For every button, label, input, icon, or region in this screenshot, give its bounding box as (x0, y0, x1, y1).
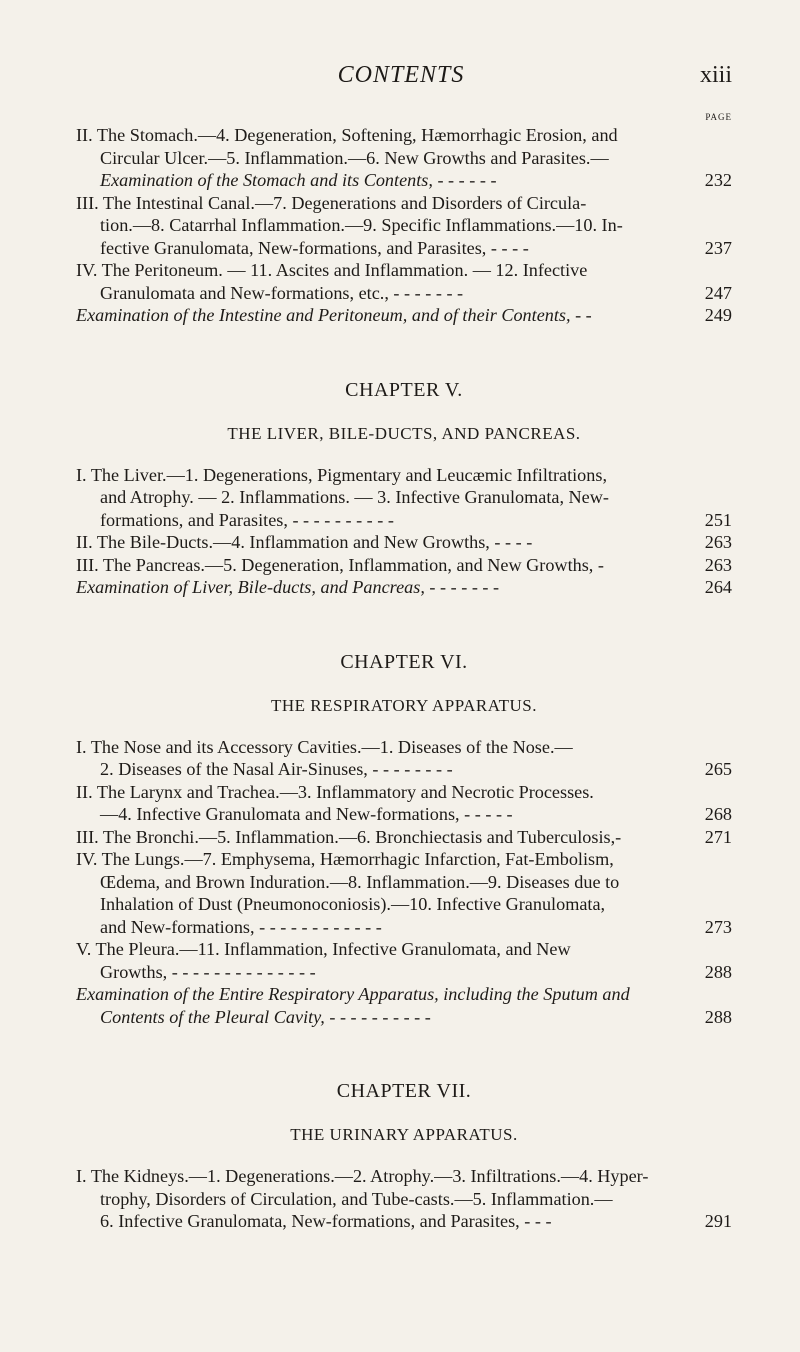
chapter-heading: CHAPTER VI. (340, 650, 468, 673)
toc-page: 291 (704, 1211, 732, 1231)
toc-line: 2. Diseases of the Nasal Air-Sinuses, - - - - - - - - (100, 759, 453, 779)
toc-page: 273 (704, 916, 732, 937)
toc-line: formations, and Parasites, - - - - - - - - - - (100, 509, 394, 530)
toc-line: II. The Larynx and Trachea.—3. Inflammatory and Necrotic Processes. (76, 781, 594, 802)
toc-entry (76, 938, 732, 983)
toc-line: I. The Kidneys.—1. Degenerations.—2. Atrophy.—3. Infiltrations.—4. Hyper- (76, 1166, 649, 1186)
toc-line: Examination of the Entire Respiratory Apparatus, including the Sputum and (76, 984, 630, 1004)
chapter-6 (76, 651, 732, 1029)
toc-entry (76, 304, 732, 327)
toc-line: Examination of the Intestine and Peritoneum, and of their Contents, - - (76, 305, 592, 325)
toc-page: 232 (704, 170, 732, 190)
toc-page: 247 (704, 282, 732, 303)
toc-entry (76, 124, 732, 192)
toc-entry (76, 848, 732, 938)
toc-line: Examination of Liver, Bile-ducts, and Pancreas, - - - - - - - (76, 577, 500, 597)
chapter-5 (76, 379, 732, 599)
toc-line: and New-formations, - - - - - - - - - - - - (100, 916, 382, 937)
toc-entry (76, 192, 732, 260)
toc-line: I. The Nose and its Accessory Cavities.—1. Diseases of the Nose.— (76, 736, 573, 757)
toc-line: III. The Pancreas.—5. Degeneration, Inflammation, and New Growths, - (76, 554, 604, 575)
page-column-label: PAGE (705, 112, 732, 122)
toc-entry (76, 531, 732, 554)
toc-entry (76, 736, 732, 781)
toc-entry (76, 554, 732, 577)
toc-line: III. The Intestinal Canal.—7. Degenerations and Disorders of Circula- (76, 192, 587, 213)
toc-line: II. The Stomach.—4. Degeneration, Softening, Hæmorrhagic Erosion, and (76, 125, 618, 145)
contents-body (76, 124, 732, 1233)
toc-page: 288 (704, 1006, 732, 1027)
toc-page: 271 (704, 826, 732, 847)
chapter-title: THE URINARY APPARATUS. (290, 1125, 518, 1144)
toc-page: 268 (704, 804, 732, 824)
toc-line: Granulomata and New-formations, etc., - - - - - - - (100, 282, 464, 303)
toc-page: 264 (704, 577, 732, 597)
chapter-heading: CHAPTER V. (345, 378, 463, 401)
toc-entry (76, 464, 732, 532)
toc-line: Inhalation of Dust (Pneumonoconiosis).—10. Infective Granulomata, (100, 894, 606, 914)
toc-line: Contents of the Pleural Cavity, - - - - - - - - - - (100, 1006, 431, 1027)
toc-line: Circular Ulcer.—5. Inflammation.—6. New Growths and Parasites.— (100, 147, 609, 168)
toc-line: fective Granulomata, New-formations, and Parasites, - - - - (100, 237, 529, 258)
toc-line: tion.—8. Catarrhal Inflammation.—9. Specific Inflammations.—10. In- (100, 215, 623, 235)
toc-entry (76, 1165, 732, 1233)
toc-line: Growths, - - - - - - - - - - - - - - (100, 961, 316, 982)
toc-line: —4. Infective Granulomata and New-formations, - - - - - (100, 804, 513, 824)
toc-entry (76, 259, 732, 304)
toc-entry (76, 781, 732, 826)
toc-line: IV. The Lungs.—7. Emphysema, Hæmorrhagic Infarction, Fat-Embolism, (76, 849, 614, 869)
toc-page: 237 (704, 237, 732, 258)
toc-line: 6. Infective Granulomata, New-formations, and Parasites, - - - (100, 1211, 552, 1231)
toc-page: 265 (704, 759, 732, 779)
toc-line: and Atrophy. — 2. Inflammations. — 3. Infective Granulomata, New- (100, 487, 609, 507)
toc-page: 249 (704, 305, 732, 325)
toc-page: 263 (704, 532, 732, 552)
entries-top (76, 124, 732, 327)
page-number: xiii (699, 62, 732, 88)
toc-entry (76, 983, 732, 1028)
chapter-title: THE RESPIRATORY APPARATUS. (270, 695, 538, 715)
toc-line: V. The Pleura.—11. Inflammation, Infective Granulomata, and New (76, 939, 571, 959)
toc-page: 251 (704, 509, 732, 530)
toc-line: Œdema, and Brown Induration.—8. Inflammation.—9. Diseases due to (100, 871, 620, 892)
toc-line: Examination of the Stomach and its Contents, - - - - - - (100, 170, 497, 190)
toc-page: 288 (704, 961, 732, 982)
toc-line: I. The Liver.—1. Degenerations, Pigmentary and Leucæmic Infiltrations, (76, 464, 607, 485)
toc-line: III. The Bronchi.—5. Inflammation.—6. Bronchiectasis and Tuberculosis,- (76, 826, 622, 847)
running-title: CONTENTS (337, 62, 465, 88)
toc-entry (76, 576, 732, 599)
chapter-7 (76, 1080, 732, 1233)
toc-entry (76, 826, 732, 849)
chapter-heading: CHAPTER VII. (336, 1080, 472, 1102)
toc-line: trophy, Disorders of Circulation, and Tube-casts.—5. Inflammation.— (100, 1188, 613, 1209)
toc-line: IV. The Peritoneum. — 11. Ascites and Inflammation. — 12. Infective (76, 260, 588, 280)
toc-page: 263 (704, 554, 732, 575)
chapter-title: THE LIVER, BILE-DUCTS, AND PANCREAS. (227, 423, 581, 443)
toc-line: II. The Bile-Ducts.—4. Inflammation and New Growths, - - - - (76, 532, 533, 552)
